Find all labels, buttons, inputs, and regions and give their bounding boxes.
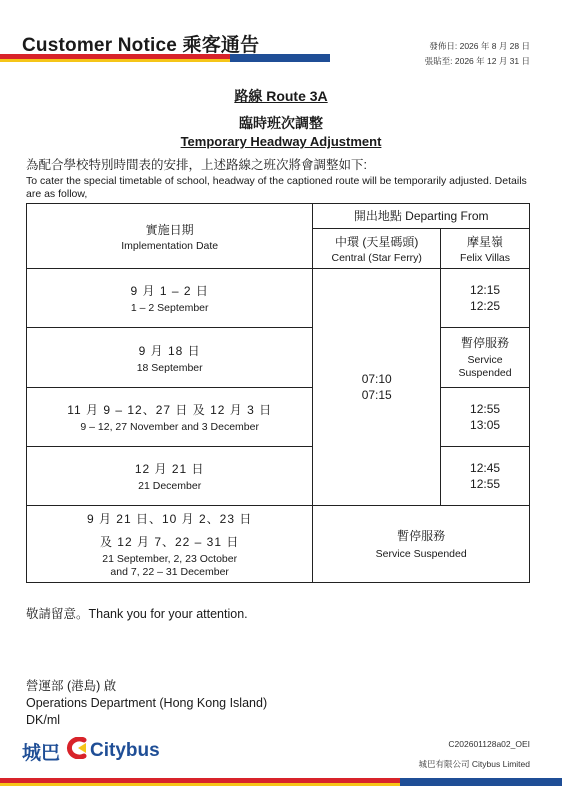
notice-header-title: Customer Notice 乘客通告 bbox=[22, 35, 260, 56]
table-row bbox=[27, 328, 530, 388]
company-name: 城巴有限公司 Citybus Limited bbox=[418, 759, 530, 769]
central-header-cn: 中環 (天星碼頭) bbox=[335, 235, 419, 249]
department-cn: 營運部 (港島) 啟 bbox=[26, 679, 117, 693]
felix-times-cell bbox=[441, 388, 530, 447]
table-row bbox=[27, 269, 530, 328]
date-cn: 9 月 21 日、10 月 2、23 日 bbox=[86, 511, 253, 526]
felix-time: 12:25 bbox=[470, 299, 501, 313]
logo-text-en: Citybus bbox=[90, 740, 160, 761]
footer-stripe-blue bbox=[400, 778, 562, 786]
felix-times-cell bbox=[441, 328, 530, 388]
date-header-en: Implementation Date bbox=[121, 239, 219, 252]
date-en: 1 – 2 September bbox=[130, 302, 209, 314]
date-en: 9 – 12, 27 November and 3 December bbox=[80, 421, 259, 433]
thanks-text: 敬請留意。Thank you for your attention. bbox=[26, 607, 248, 621]
table-row bbox=[27, 447, 530, 506]
date-header-cn: 實施日期 bbox=[145, 222, 194, 237]
table-row bbox=[27, 506, 530, 583]
felix-header-cn: 摩星嶺 bbox=[467, 235, 504, 249]
date-header-cell bbox=[27, 204, 313, 269]
department-en: Operations Department (Hong Kong Island) bbox=[26, 696, 268, 710]
date-cell bbox=[27, 506, 313, 583]
date-en: 21 September, 2, 23 October bbox=[102, 552, 238, 565]
date-cell bbox=[27, 447, 313, 506]
felix-time: 12:55 bbox=[470, 477, 501, 491]
central-times-cell bbox=[313, 269, 441, 506]
reference-number: C202601128a02_OEI bbox=[448, 739, 530, 749]
notice-title-cn: 臨時班次調整 bbox=[239, 115, 323, 131]
central-header-en: Central (Star Ferry) bbox=[331, 252, 422, 264]
initials: DK/ml bbox=[26, 713, 61, 727]
depart-header: 開出地點 Departing From bbox=[353, 209, 489, 223]
logo-text-cn: 城巴 bbox=[22, 742, 61, 764]
date-cn: 9 月 1 – 2 日 bbox=[130, 284, 209, 298]
issue-date: 發佈日: 2026 年 8 月 28 日 bbox=[429, 41, 530, 51]
date-cn: 11 月 9 – 12、27 日 及 12 月 3 日 bbox=[67, 403, 273, 417]
date-cn: 9 月 18 日 bbox=[138, 343, 201, 358]
date-cn: 12 月 21 日 bbox=[134, 462, 205, 476]
date-en: 18 September bbox=[136, 361, 203, 374]
felix-header-cell bbox=[441, 229, 530, 269]
felix-header-en: Felix Villas bbox=[460, 252, 511, 264]
date-cell bbox=[27, 269, 313, 328]
suspended-en: Service Suspended bbox=[375, 548, 467, 560]
table-row bbox=[27, 388, 530, 447]
central-time: 07:10 bbox=[361, 372, 392, 386]
depart-header-cell bbox=[313, 204, 530, 229]
date-en: and 7, 22 – 31 December bbox=[110, 565, 229, 578]
citybus-swoosh-icon bbox=[63, 737, 87, 765]
intro-text-en: To cater the special timetable of school, headway of the captioned route will be temporarily adjusted. Details are as follow, bbox=[26, 175, 527, 200]
felix-time: 12:45 bbox=[470, 461, 501, 475]
date-en: 21 December bbox=[138, 480, 202, 492]
felix-time: 13:05 bbox=[470, 418, 501, 432]
intro-text-cn: 為配合學校特別時間表的安排，上述路線之班次將會調整如下: bbox=[26, 158, 367, 172]
felix-times-cell bbox=[441, 447, 530, 506]
central-header-cell bbox=[313, 229, 441, 269]
signature-block bbox=[26, 678, 267, 729]
timetable bbox=[26, 203, 530, 583]
date-cell bbox=[27, 328, 313, 388]
felix-time: 12:15 bbox=[470, 283, 501, 297]
felix-status-cn: 暫停服務 bbox=[461, 336, 510, 350]
suspended-cn: 暫停服務 bbox=[397, 529, 446, 543]
suspended-cell bbox=[313, 506, 530, 583]
felix-status-en: Service bbox=[467, 354, 503, 366]
route-title: 路線 Route 3A bbox=[234, 88, 328, 104]
felix-times-cell bbox=[441, 269, 530, 328]
expiry-date: 張貼至: 2026 年 12 月 31 日 bbox=[424, 56, 530, 66]
felix-time: 12:55 bbox=[470, 402, 501, 416]
date-cn: 及 12 月 7、22 – 31 日 bbox=[99, 534, 240, 549]
notice-title-en: Temporary Headway Adjustment bbox=[180, 134, 382, 149]
felix-status-en: Suspended bbox=[458, 367, 512, 379]
date-cell bbox=[27, 388, 313, 447]
central-time: 07:15 bbox=[361, 388, 392, 402]
citybus-logo bbox=[22, 737, 160, 765]
